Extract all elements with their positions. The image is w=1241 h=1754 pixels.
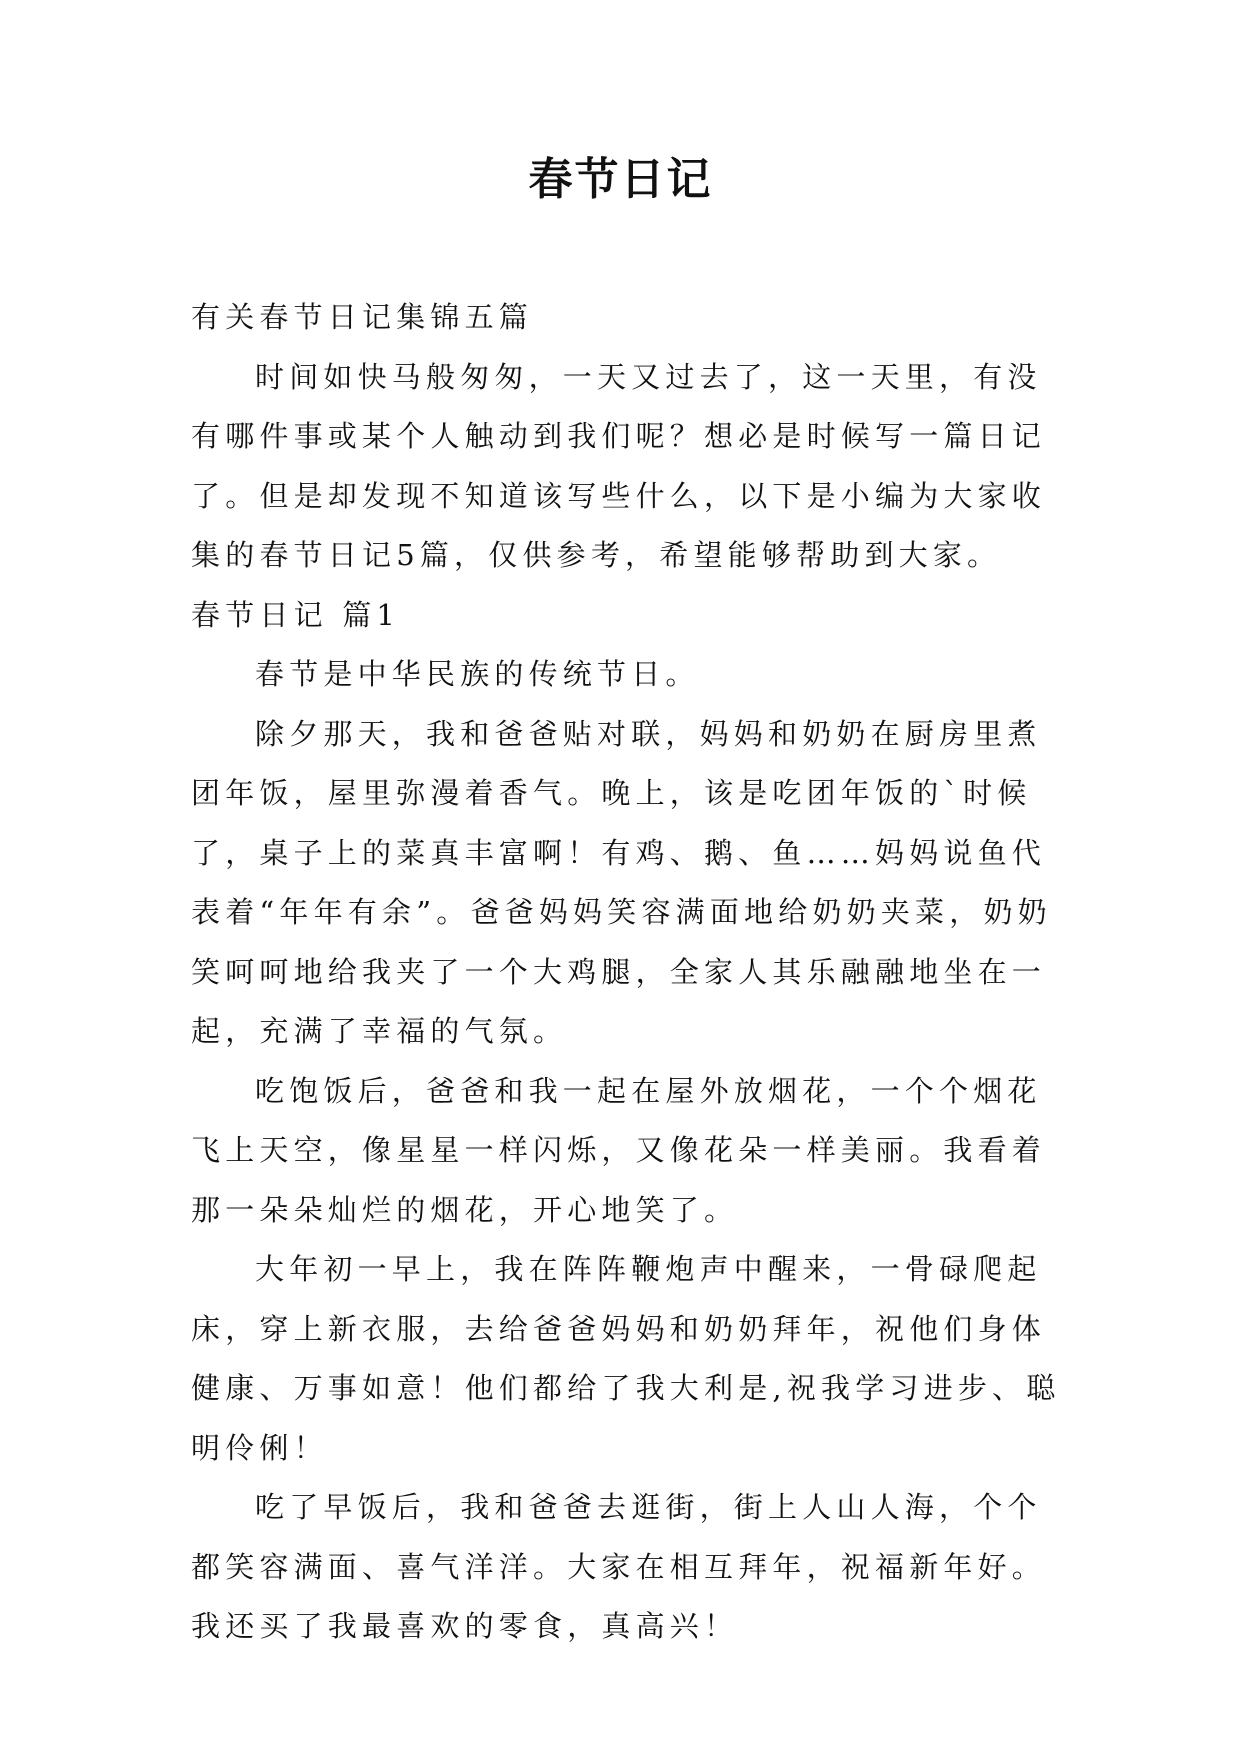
paragraph-1: 春节是中华民族的传统节日。 xyxy=(255,657,700,691)
document-subtitle: 有关春节日记集锦五篇 xyxy=(191,300,534,334)
paragraph-3: 吃饱饭后，爸爸和我一起在屋外放烟花，一个个烟花飞上天空，像星星一样闪烁，又像花朵一样美丽。我看着那一朵朵灿烂的烟花，开心地笑了。 xyxy=(191,1073,1047,1227)
document-title: 春节日记 xyxy=(528,154,713,205)
section-heading: 春节日记 篇1 xyxy=(191,597,401,632)
document-body xyxy=(191,288,1071,1657)
paragraph-2: 除夕那天，我和爸爸贴对联，妈妈和奶奶在厨房里煮团年饭，屋里弥漫着香气。晚上，该是吃团年饭的`时候了，桌子上的菜真丰富啊！有鸡、鹅、鱼……妈妈说鱼代表着“年年有余”。爸爸妈妈笑容满面地给奶奶夹菜，奶奶笑呵呵地给我夹了一个大鸡腿，全家人其乐融融地坐在一起，充满了幸福的气氛。 xyxy=(191,716,1052,1048)
intro-paragraph: 时间如快马般匆匆，一天又过去了，这一天里，有没有哪件事或某个人触动到我们呢？想必是时候写一篇日记了。但是却发现不知道该写些什么，以下是小编为大家收集的春节日记5篇，仅供参考，希望能够帮助到大家。 xyxy=(191,359,1047,572)
paragraph-5: 吃了早饭后，我和爸爸去逛街，街上人山人海，个个都笑容满面、喜气洋洋。大家在相互拜年，祝福新年好。我还买了我最喜欢的零食，真高兴！ xyxy=(191,1490,1047,1643)
paragraph-4: 大年初一早上，我在阵阵鞭炮声中醒来，一骨碌爬起床，穿上新衣服，去给爸爸妈妈和奶奶拜年，祝他们身体健康、万事如意！他们都给了我大利是,祝我学习进步、聪明伶俐！ xyxy=(191,1252,1061,1465)
